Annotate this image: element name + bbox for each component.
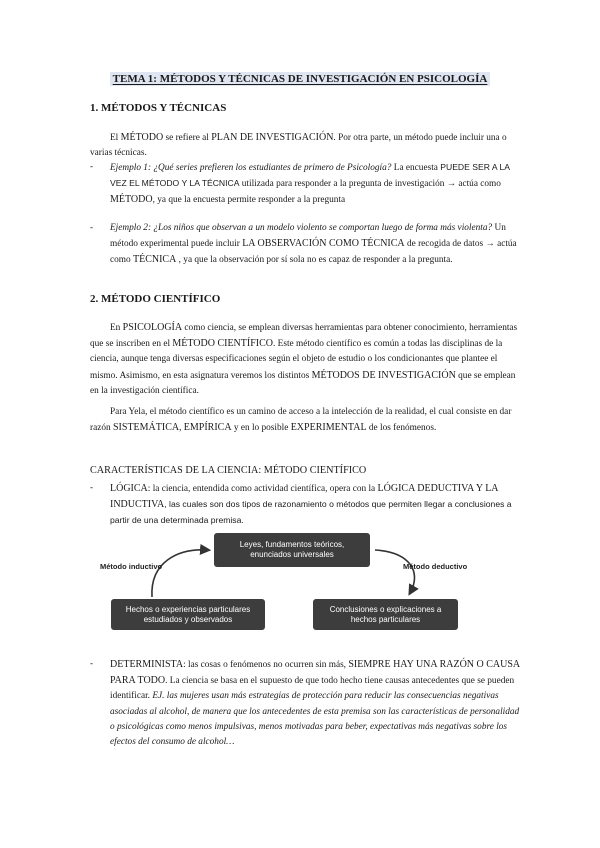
title-text: TEMA 1: MÉTODOS Y TÉCNICAS DE INVESTIGACIÓN EN PSICOLOGÍA: [110, 72, 491, 86]
logica-bullet: - LÓGICA: la ciencia, entendida como actividad científica, opera con la LÓGICA DEDUCTIVA Y LA INDUCTIVA, las cuales son dos tipos de razonamiento o métodos que permiten llegar a conclusiones a partir de una determinada premisa.: [90, 483, 512, 526]
bullet-dash: -: [90, 483, 94, 493]
example-1-bullet: - Ejemplo 1: ¿Qué series prefieren los estudiantes de primero de Psicología? La encuesta PUEDE SER A LA VEZ EL MÉTODO Y LA TÉCNICA utilizada para responder a la pregunta de investigación → actúa como MÉTODO, ya que la encuesta permite responder a la pregunta: [90, 162, 510, 206]
section-1-heading: 1. MÉTODOS Y TÉCNICAS: [90, 102, 227, 114]
bullet-dash: -: [90, 659, 94, 669]
bullet-dash: -: [90, 223, 94, 233]
section-2-paragraph-yela: Para Yela, el método científico es un camino de acceso a la intelección de la realidad, el cual consiste en dar razón SISTEMÁTICA, EMPÍRICA y en lo posible EXPERIMENTAL de los fenómenos.: [90, 407, 512, 434]
inductive-arrow: [152, 550, 208, 597]
example-2-bullet: - Ejemplo 2: ¿Los niños que observan a un modelo violento se comportan luego de forma más violenta? Un método experimental puede incluir LA OBSERVACIÓN COMO TÉCNICA de recogida de datos → actúa como TÉCNICA , ya que la observación por sí sola no es capaz de responder a la pregunta.: [90, 223, 517, 266]
inductive-method-label: Método inductivo: [100, 562, 163, 571]
section-2-paragraph-1: En PSICOLOGÍA como ciencia, se emplean diversas herramientas para obtener conocimiento, herramientas que se inscriben en el MÉTODO CIENTÍFICO. Este método científico es común a todas las disciplinas de la ciencia, aunque tenga diversas especificaciones según el objeto de estudio o los condicionantes que plantee el mismo. Asimismo, en esta asignatura veremos los distintos MÉTODOS DE INVESTIGACIÓN que se emplean en la investigación científica.: [90, 322, 518, 396]
deductive-method-label: Método deductivo: [403, 562, 468, 571]
particular-facts-box: Hechos o experiencias particulares estudiados y observados: [111, 599, 265, 630]
deductive-arrow: [375, 550, 415, 593]
conclusions-box: Conclusiones o explicaciones a hechos particulares: [313, 599, 458, 630]
section-1-intro-paragraph: El MÉTODO se refiere al PLAN DE INVESTIGACIÓN. Por otra parte, un método puede incluir una o varias técnicas.: [90, 132, 507, 159]
science-characteristics-subheading: CARACTERÍSTICAS DE LA CIENCIA: MÉTODO CIENTÍFICO: [90, 465, 367, 476]
laws-theory-box: Leyes, fundamentos teóricos, enunciados universales: [214, 533, 370, 567]
bullet-dash: -: [90, 162, 94, 172]
determinista-bullet: - DETERMINISTA: las cosas o fenómenos no ocurren sin más, SIEMPRE HAY UNA RAZÓN O CAUSA PARA TODO. La ciencia se basa en el supuesto de que todo hecho tiene causas antecedentes que se pueden identificar. EJ. las mujeres usan más estrategias de protección para reducir las consecuencias negativas asociadas al alcohol, de manera que los antecedentes de esta premisa son las características de personalidad o psicológicas como menos impulsivas, menos motivadas para beber, expectativas más negativas sobre los efectos del consumo de alcohol…: [90, 659, 520, 748]
section-2-heading: 2. MÉTODO CIENTÍFICO: [90, 293, 221, 305]
